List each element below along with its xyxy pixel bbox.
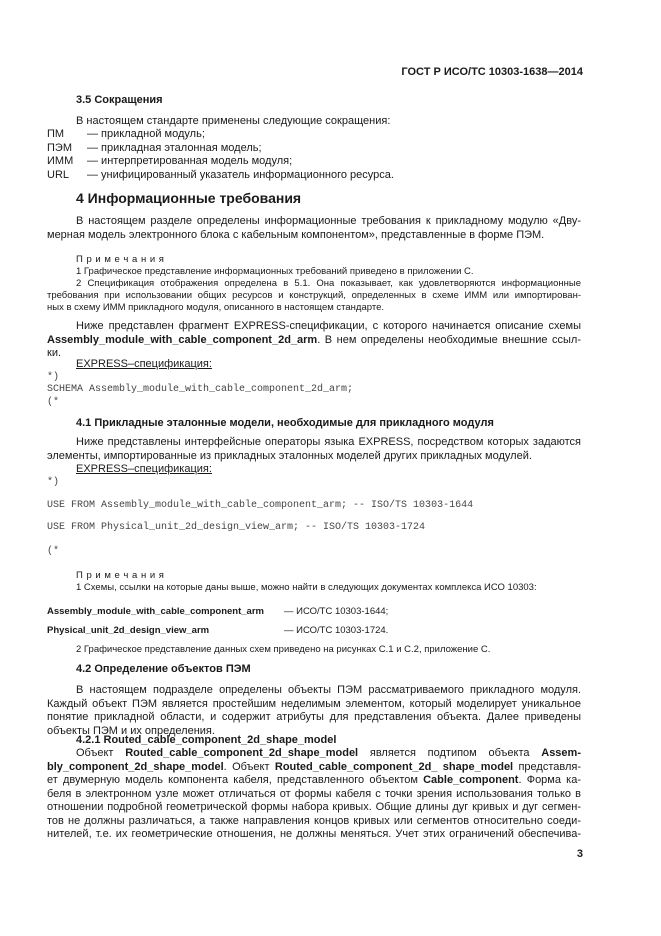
section-4-paragraph [47, 215, 581, 242]
text-fragment: ет двумерную модель компонента кабеля, представленного объектом [47, 774, 424, 786]
document-header: ГОСТ Р ИСО/ТС 10303-1638—2014 [401, 66, 583, 78]
notes-title: П р и м е ч а н и я [76, 570, 165, 581]
abbr-value: — унифицированный указатель информационного ресурса. [87, 168, 394, 181]
code-open: *) [47, 477, 60, 488]
text-line: беля в электронном узле может отличаться от формы кабеля с точки зрения использования только в [47, 787, 581, 800]
abbr-key: ПЭМ [47, 141, 72, 154]
section-4-2-1-title: 4.2.1 Routed_cable_component_2d_shape_model [76, 734, 337, 746]
use-from-statement: USE FROM Assembly_module_with_cable_component_arm; -- ISO/TS 10303-1644 [47, 500, 474, 511]
text-line [47, 747, 581, 761]
abbr-value: — интерпретированная модель модуля; [87, 155, 293, 167]
abbr-list [47, 128, 394, 182]
ref-row [47, 625, 209, 637]
use-from-statement: USE FROM Physical_unit_2d_design_view_arm; -- ISO/TS 10303-1724 [47, 522, 426, 533]
text-fragment: представля- [513, 760, 581, 773]
section-3-5-title: 3.5 Сокращения [76, 94, 163, 106]
text-fragment: является подтипом объекта [369, 747, 530, 759]
text-fragment: . В нем определены необходимые внешние ссыл- [317, 333, 581, 346]
express-label: EXPRESS–спецификация: [76, 358, 212, 370]
ref-row [47, 606, 264, 618]
text-fragment: . Объект [223, 760, 275, 773]
section-4-2-1-paragraph [47, 747, 581, 842]
express-label: EXPRESS–спецификация: [76, 463, 212, 475]
note-1: 1 Схемы, ссылки на которые даны выше, можно найти в следующих документах комплекса ИСО 10303: [76, 582, 537, 593]
text-line: 2 Спецификация отображения определена в 5.1. Она показывает, как удовлетворяются информационные [76, 278, 581, 289]
text-line: мерная модель электронного блока с кабельным компонентом», представленные в форме ПЭМ. [47, 228, 545, 241]
ref-doc: — ИСО/ТС 10303-1724. [284, 625, 389, 636]
code-close: (* [47, 397, 60, 408]
ref-schema: Physical_unit_2d_design_view_arm [47, 625, 210, 636]
entity-name: Routed_cable_component_2d_ shape_model [274, 760, 514, 773]
ref-doc: — ИСО/ТС 10303-1644; [284, 606, 389, 617]
text-line: отношении подробной геометрической формы набора кривых. Общие длины дуг кривых и дуг сегмен- [47, 801, 581, 813]
text-fragment: Объект [76, 747, 114, 759]
section-4-1-title: 4.1 Прикладные эталонные модели, необходимые для прикладного модуля [76, 417, 494, 429]
text-line: В настоящем подразделе определены объекты ПЭМ рассматриваемого прикладного модуля. [76, 684, 581, 696]
express-intro-paragraph [47, 320, 581, 361]
text-line: Ниже представлен фрагмент EXPRESS-спецификации, с которого начинается описание схемы [76, 320, 581, 332]
text-fragment: . Форма ка- [518, 774, 581, 786]
text-line: тов не должны различаться, а также направления концов кривых или сегментов относительно соеди- [47, 814, 581, 827]
entity-name: Assem- [541, 747, 581, 759]
entity-name: Routed_cable_component_2d_shape_model [125, 747, 359, 759]
ref-schema: Assembly_module_with_cable_component_arm [47, 606, 264, 617]
text-line: ных в схему ИММ прикладного модуля, описанного в настоящем стандарте. [47, 302, 384, 313]
abbr-key: ИММ [47, 155, 74, 167]
section-4-1-paragraph [47, 436, 581, 463]
text-line [47, 774, 581, 788]
page-number: 3 [576, 848, 583, 860]
abbr-value: — прикладной модуль; [87, 128, 205, 140]
text-line: требования при использовании общих ресурсов и конструкций, определенных в схеме ИММ или импортирован- [47, 290, 581, 301]
note-2 [47, 278, 581, 314]
abbr-key: ПМ [47, 128, 65, 140]
section-4-2-title: 4.2 Определение объектов ПЭМ [76, 663, 251, 675]
abbr-key: URL [47, 168, 70, 181]
text-line: ки. [47, 347, 62, 359]
text-line: Каждый объект ПЭМ является простейшим неделимым элементом, который моделирует уникальное [47, 697, 581, 710]
text-line [47, 334, 581, 348]
text-line: объекты ПЭМ и их определения. [47, 724, 215, 737]
section-4-title: 4 Информационные требования [76, 190, 302, 206]
text-line: Ниже представлены интерфейсные операторы языка EXPRESS, посредством которых задаются [76, 436, 581, 448]
abbr-value: — прикладная эталонная модель; [87, 141, 262, 154]
note-1: 1 Графическое представление информационных требований приведено в приложении С. [76, 266, 474, 277]
text-line: понятие прикладной области, и содержит атрибуты для представления объекта. Далее приведены [47, 711, 581, 723]
notes-title: П р и м е ч а н и я [76, 254, 165, 265]
abbr-intro: В настоящем стандарте применены следующие сокращения: [76, 115, 391, 127]
schema-name: Assembly_module_with_cable_component_2d_arm [47, 333, 318, 346]
code-open: *) [47, 372, 60, 383]
text-line: нителей, т.е. их геометрические отношения, не должны меняться. Учет этих ограничений обеспечива- [47, 828, 581, 840]
text-line: элементы, импортированные из прикладных эталонных моделей других прикладных модулей. [47, 449, 532, 462]
entity-name: Cable_component [423, 774, 519, 786]
schema-declaration: SCHEMA Assembly_module_with_cable_component_2d_arm; [47, 384, 354, 395]
text-line: В настоящем разделе определены информационные требования к прикладному модулю «Дву- [76, 215, 581, 227]
entity-name: bly_component_2d_shape_model [47, 760, 224, 773]
text-line [47, 761, 581, 775]
code-close: (* [47, 546, 60, 557]
note-2: 2 Графическое представление данных схем приведено на рисунках С.1 и С.2, приложение С. [76, 644, 491, 655]
section-4-2-paragraph [47, 684, 581, 738]
